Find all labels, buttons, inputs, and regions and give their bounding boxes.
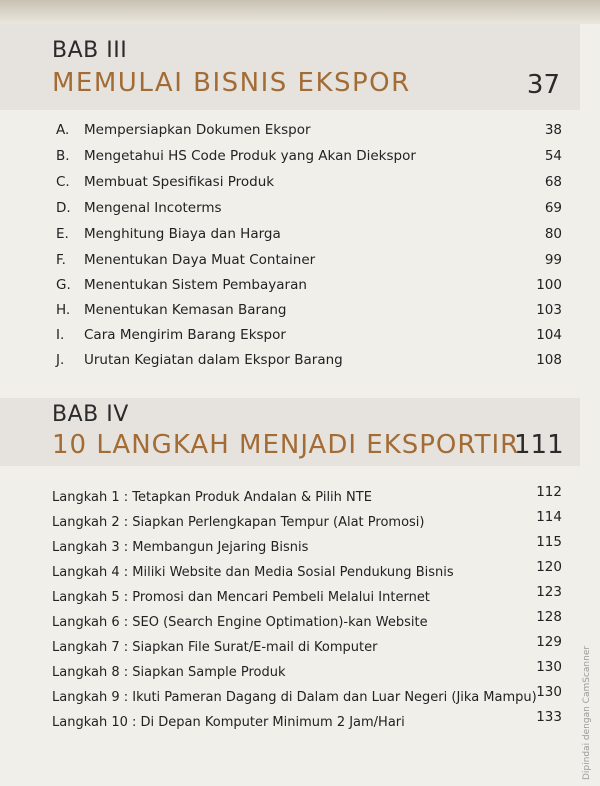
chapter-4-header [0,398,580,466]
entry-page: 100 [536,277,562,293]
chapter-label: BAB III [52,38,128,63]
entry-letter: F. [56,252,66,268]
entry-page: 130 [536,659,562,675]
entry-title: Cara Mengirim Barang Ekspor [84,327,286,343]
chapter-page-number: 37 [526,70,560,100]
entry-page: 112 [536,484,562,500]
toc-entry [0,327,580,349]
toc-entry [0,559,580,587]
chapter-label: BAB IV [52,402,129,427]
entry-letter: I. [56,327,65,343]
toc-entry [0,302,580,324]
toc-entry [0,709,580,737]
entry-title: Langkah 3 : Membangun Jejaring Bisnis [52,540,309,555]
entry-page: 120 [536,559,562,575]
toc-entry [0,352,580,374]
entry-page: 133 [536,709,562,725]
entry-title: Menentukan Daya Muat Container [84,252,316,268]
entry-title: Langkah 10 : Di Depan Komputer Minimum 2 Jam/Hari [52,715,405,730]
entry-page: 103 [536,302,562,318]
entry-title: Membuat Spesifikasi Produk [84,174,275,190]
entry-title: Langkah 6 : SEO (Search Engine Optimation)-kan Website [52,615,428,630]
toc-entry [0,122,580,144]
toc-entry [0,634,580,662]
entry-page: 99 [544,252,562,268]
entry-title: Menentukan Sistem Pembayaran [84,277,307,293]
entry-title: Langkah 9 : Ikuti Pameran Dagang di Dalam dan Luar Negeri (Jika Mampu) [52,690,537,705]
scanner-watermark [578,640,598,786]
chapter-3-header [0,24,580,110]
entry-title: Langkah 4 : Miliki Website dan Media Sosial Pendukung Bisnis [52,565,454,580]
toc-entry [0,609,580,637]
entry-page: 123 [536,584,562,600]
entry-title: Mengetahui HS Code Produk yang Akan Diekspor [84,148,416,164]
entry-page: 54 [544,148,562,164]
entry-page: 104 [536,327,562,343]
entry-letter: G. [56,277,71,293]
entry-title: Langkah 1 : Tetapkan Produk Andalan & Pilih NTE [52,490,372,505]
entry-letter: H. [56,302,71,318]
entry-page: 114 [536,509,562,525]
entry-title: Mengenal Incoterms [84,200,222,216]
entry-title: Langkah 2 : Siapkan Perlengkapan Tempur (Alat Promosi) [52,515,425,530]
toc-entry [0,174,580,196]
entry-page: 129 [536,634,562,650]
chapter-title: MEMULAI BISNIS EKSPOR [52,68,411,98]
toc-entry [0,484,580,512]
entry-page: 80 [544,226,562,242]
toc-entry [0,684,580,712]
entry-title: Mempersiapkan Dokumen Ekspor [84,122,311,138]
entry-title: Urutan Kegiatan dalam Ekspor Barang [84,352,343,368]
entry-title: Langkah 8 : Siapkan Sample Produk [52,665,286,680]
toc-entry [0,200,580,222]
toc-entry [0,226,580,248]
entry-page: 130 [536,684,562,700]
toc-entry [0,252,580,274]
toc-entry [0,534,580,562]
toc-entry [0,277,580,299]
entry-page: 38 [544,122,562,138]
entry-page: 69 [544,200,562,216]
toc-entry [0,584,580,612]
scanner-watermark-text: Dipindai dengan CamScanner [582,645,592,780]
entry-letter: A. [56,122,70,138]
entry-title: Langkah 7 : Siapkan File Surat/E-mail di Komputer [52,640,378,655]
entry-page: 68 [544,174,562,190]
entry-letter: J. [56,352,65,368]
entry-letter: C. [56,174,70,190]
entry-title: Menentukan Kemasan Barang [84,302,287,318]
entry-letter: E. [56,226,69,242]
top-edge [0,0,600,24]
toc-entry [0,509,580,537]
entry-letter: B. [56,148,70,164]
entry-page: 108 [536,352,562,368]
entry-page: 115 [536,534,562,550]
toc-entry [0,659,580,687]
toc-entry [0,148,580,170]
entry-title: Langkah 5 : Promosi dan Mencari Pembeli Melalui Internet [52,590,430,605]
chapter-page-number: 111 [514,430,564,460]
entry-letter: D. [56,200,71,216]
entry-page: 128 [536,609,562,625]
entry-title: Menghitung Biaya dan Harga [84,226,281,242]
chapter-title: 10 LANGKAH MENJADI EKSPORTIR [52,430,520,460]
